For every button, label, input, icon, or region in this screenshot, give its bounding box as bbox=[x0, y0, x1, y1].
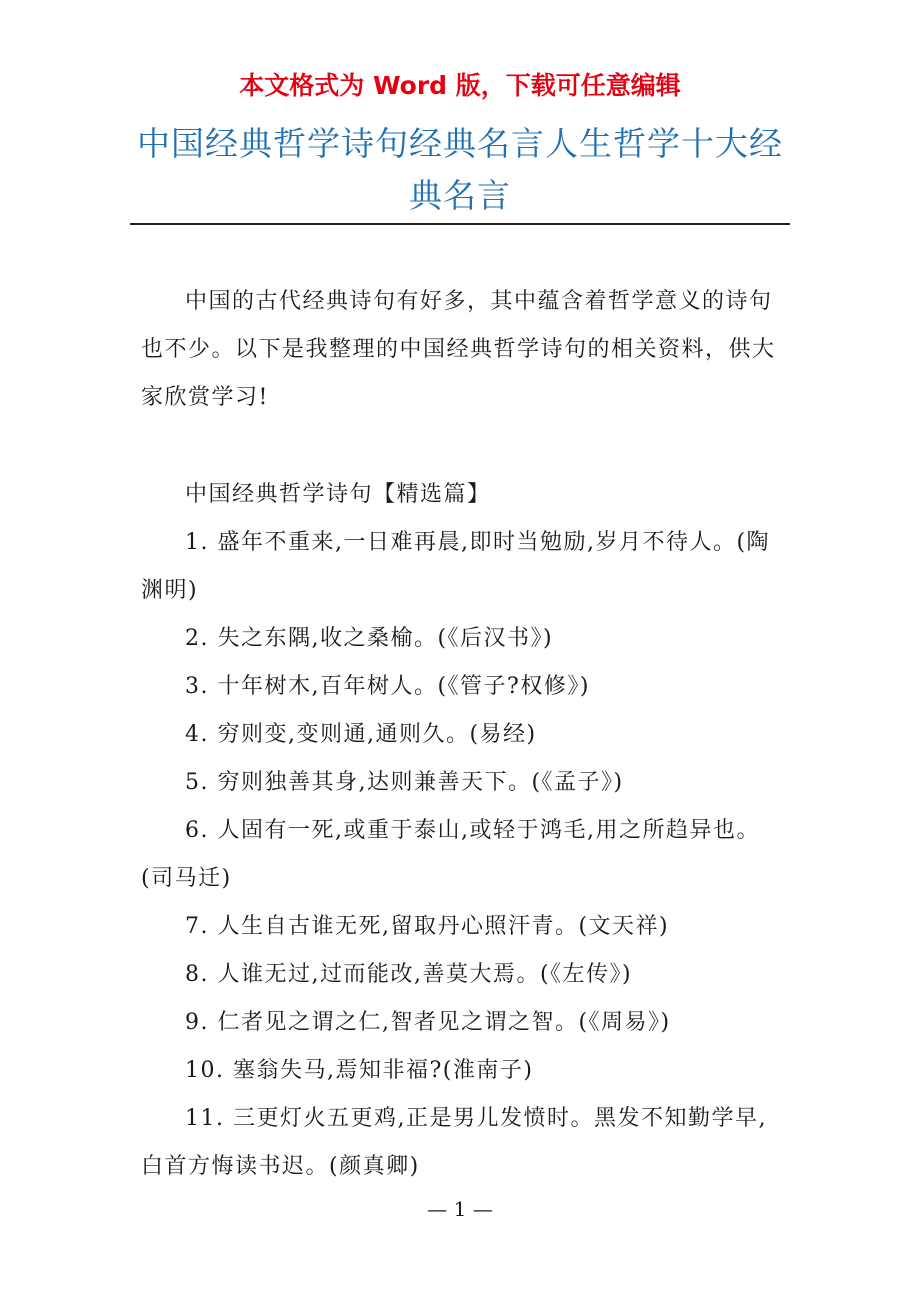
list-item: 5. 穷则独善其身,达则兼善天下。(《孟子》) bbox=[185, 770, 624, 795]
intro-paragraph: 中国的古代经典诗句有好多，其中蕴含着哲学意义的诗句也不少。以下是我整理的中国经典哲学诗句的相关资料，供大家欣赏学习! bbox=[141, 289, 776, 410]
document-title: 中国经典哲学诗句经典名言人生哲学十大经典名言 bbox=[137, 124, 783, 215]
document-body bbox=[141, 278, 786, 1191]
list-item: 10. 塞翁失马,焉知非福?(淮南子) bbox=[185, 1058, 534, 1083]
format-notice: 本文格式为 Word 版，下载可任意编辑 bbox=[239, 71, 681, 100]
list-item: 9. 仁者见之谓之仁,智者见之谓之智。(《周易》) bbox=[185, 1010, 671, 1035]
list-item: 1. 盛年不重来,一日难再晨,即时当勉励,岁月不待人。(陶渊明) bbox=[141, 530, 771, 603]
section-heading: 中国经典哲学诗句【精选篇】 bbox=[185, 482, 491, 507]
paragraph-gap bbox=[141, 422, 786, 471]
list-item: 2. 失之东隅,收之桑榆。(《后汉书》) bbox=[185, 626, 554, 651]
list-item: 8. 人谁无过,过而能改,善莫大焉。(《左传》) bbox=[185, 962, 633, 987]
list-item: 3. 十年树木,百年树人。(《管子?权修》) bbox=[185, 674, 590, 699]
list-item: 11. 三更灯火五更鸡,正是男儿发愤时。黑发不知勤学早,白首方悔读书迟。(颜真卿) bbox=[141, 1106, 767, 1179]
list-item: 4. 穷则变,变则通,通则久。(易经) bbox=[185, 722, 537, 747]
list-item: 7. 人生自古谁无死,留取丹心照汗青。(文天祥) bbox=[185, 914, 670, 939]
list-item: 6. 人固有一死,或重于泰山,或轻于鸿毛,用之所趋异也。(司马迁) bbox=[141, 818, 760, 891]
page-number: — 1 — bbox=[427, 1197, 493, 1221]
title-divider bbox=[130, 223, 790, 225]
